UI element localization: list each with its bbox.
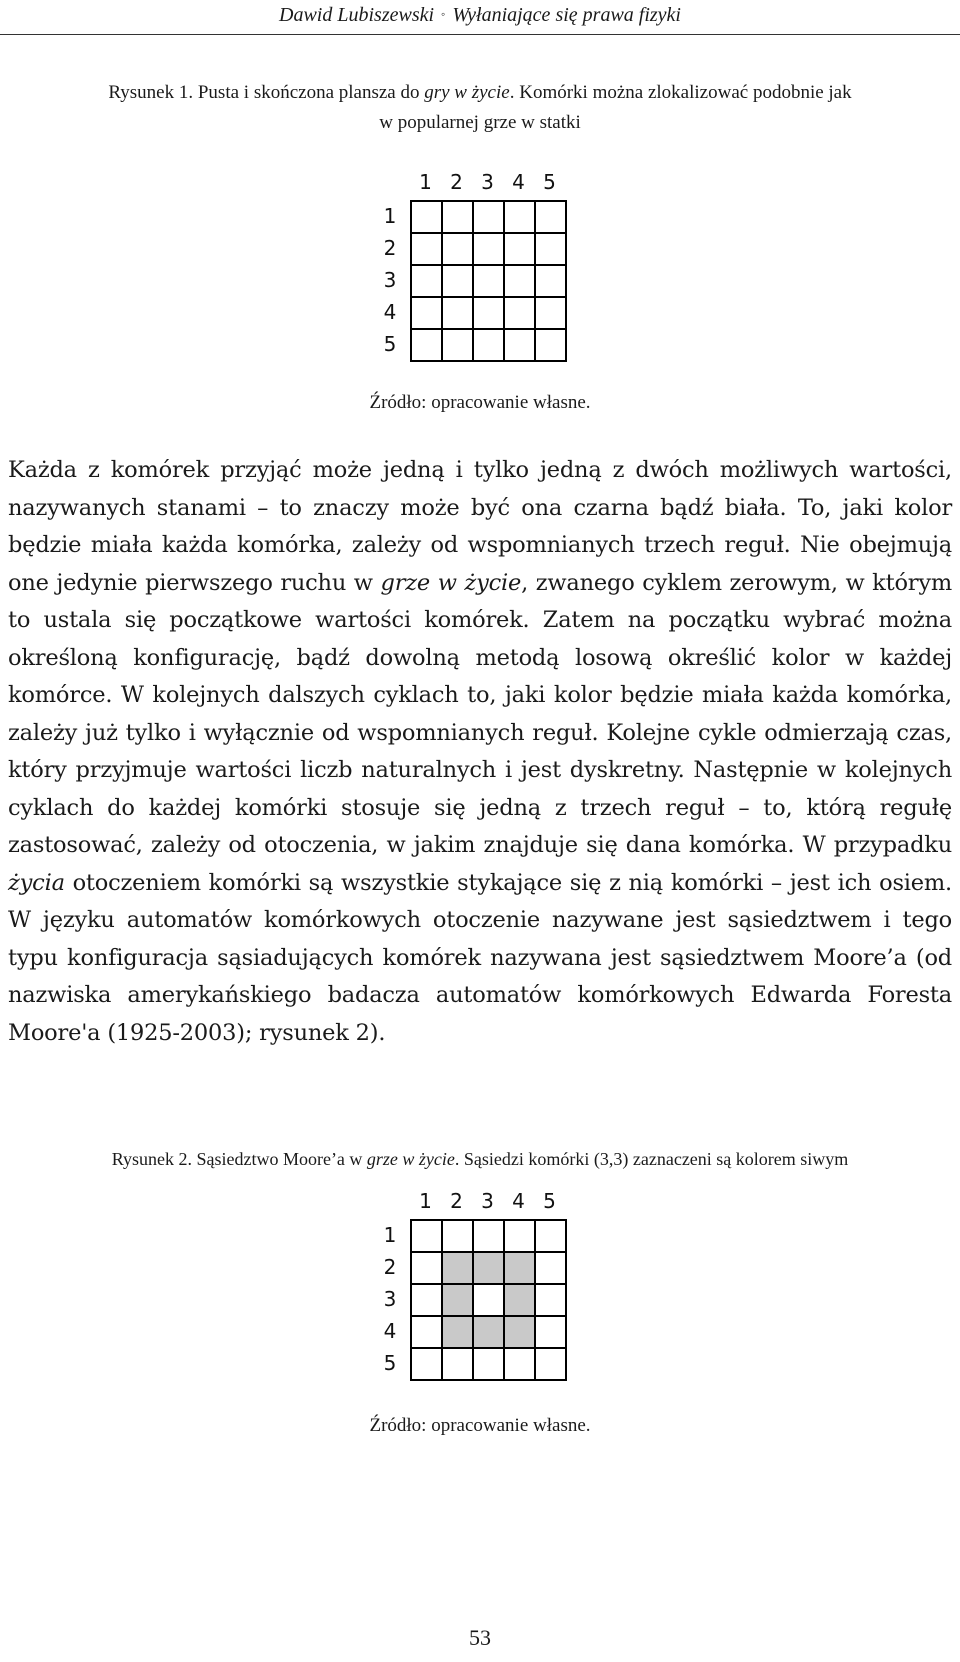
- figure1-caption-italic: gry w życie: [424, 82, 510, 103]
- figure1-caption-line2: w popularnej grze w statki: [379, 112, 581, 133]
- row-label: 1: [383, 204, 397, 228]
- board-cell: [412, 202, 443, 234]
- row-label: 3: [383, 268, 397, 292]
- figure1-caption: [0, 78, 960, 138]
- row-label: 1: [383, 1223, 397, 1247]
- body-italic: życia: [8, 869, 65, 896]
- column-label: 3: [481, 170, 494, 194]
- board-cell: [536, 298, 567, 330]
- board-cell: [505, 1317, 536, 1349]
- board-cell: [505, 298, 536, 330]
- header-rule: [0, 34, 960, 35]
- figure2-source: Źródło: opracowanie własne.: [369, 1415, 591, 1436]
- board-cell: [505, 330, 536, 362]
- board-cell: [505, 1221, 536, 1253]
- board-cell: [536, 1349, 567, 1381]
- board-cell: [536, 266, 567, 298]
- body-italic: grze w życie: [380, 569, 522, 596]
- column-labels: [410, 170, 565, 194]
- header-title: Wyłaniające się prawa fizyki: [452, 4, 681, 26]
- board-cell: [443, 1349, 474, 1381]
- board-cell: [536, 330, 567, 362]
- column-label: 2: [450, 1189, 463, 1213]
- figure1-caption-suffix: . Komórki można zlokalizować podobnie jak: [509, 82, 852, 103]
- column-labels: [410, 1189, 565, 1213]
- board-cell: [443, 330, 474, 362]
- header-author: Dawid Lubiszewski: [279, 4, 435, 26]
- board-cell: [474, 266, 505, 298]
- board-cell: [443, 234, 474, 266]
- board-cell: [505, 1285, 536, 1317]
- board-cell: [474, 1349, 505, 1381]
- board-cell: [412, 234, 443, 266]
- column-label: 3: [481, 1189, 494, 1213]
- board-cell: [474, 298, 505, 330]
- column-label: 5: [543, 1189, 556, 1213]
- figure2-caption-suffix: . Sąsiedzi komórki (3,3) zaznaczeni są kolorem siwym: [454, 1149, 849, 1169]
- column-label: 2: [450, 170, 463, 194]
- board-cell: [474, 1285, 505, 1317]
- board-grid: [410, 1219, 567, 1381]
- board-cell: [443, 1253, 474, 1285]
- body-paragraph: [8, 452, 952, 1052]
- board-cell: [474, 234, 505, 266]
- board-cell: [474, 330, 505, 362]
- board-cell: [412, 1253, 443, 1285]
- body-text-part: otoczeniem komórki są wszystkie stykające się z nią komórki – jest ich osiem. W języku automatów komórkowych otoczenie nazywane jest sąsiedztwem i tego typu konfiguracja sąsiadujących komórek nazywana jest sąsiedztwem Moore’a (od nazwiska amerykańskiego badacza automatów komórkowych Edwarda Foresta Moore'a (1925-2003); rysunek 2).: [8, 869, 952, 1046]
- board-cell: [536, 1317, 567, 1349]
- board-wrap: [374, 170, 594, 370]
- board-cell: [474, 202, 505, 234]
- board-cell: [474, 1253, 505, 1285]
- figure1-caption-prefix: Rysunek 1. Pusta i skończona plansza do: [108, 82, 425, 103]
- figure2-caption-italic: grze w życie: [366, 1149, 455, 1169]
- board-cell: [536, 1221, 567, 1253]
- row-labels: [380, 200, 400, 360]
- board-cell: [536, 1285, 567, 1317]
- board-cell: [505, 1253, 536, 1285]
- board-cell: [443, 1317, 474, 1349]
- board-cell: [412, 1285, 443, 1317]
- page-number: 53: [469, 1625, 491, 1650]
- column-label: 4: [512, 170, 525, 194]
- board-cell: [505, 234, 536, 266]
- board-cell: [505, 202, 536, 234]
- board-cell: [412, 1317, 443, 1349]
- row-label: 5: [383, 1351, 397, 1375]
- running-header: [0, 0, 960, 30]
- board-cell: [505, 1349, 536, 1381]
- board-cell: [412, 266, 443, 298]
- board-cell: [443, 202, 474, 234]
- board-cell: [443, 298, 474, 330]
- board-cell: [443, 266, 474, 298]
- figure2-board: [374, 1189, 594, 1389]
- board-cell: [443, 1285, 474, 1317]
- figure1-source: Źródło: opracowanie własne.: [369, 392, 591, 413]
- board-cell: [412, 298, 443, 330]
- body-text-part: , zwanego cyklem zerowym, w którym to ustala się początkowe wartości komórek. Zatem na początku wybrać można określoną konfigurację, bądź dowolną metodą losową określić kolor w każdej komórce. W kolejnych dalszych cyklach to, jaki kolor będzie miała każda komórka, zależy już tylko i wyłącznie od wspomnianych reguł. Kolejne cykle odmierzają czas, który przyjmuje wartości liczb naturalnych i jest dyskretny. Następnie w kolejnych cyklach do każdej komórki stosuje się jedną z trzech reguł – to, którą regułę zastosować, zależy od otoczenia, w jakim znajduje się dana komórka. W przypadku: [8, 569, 952, 858]
- figure2-caption: [0, 1144, 960, 1174]
- board-cell: [536, 1253, 567, 1285]
- board-cell: [412, 1349, 443, 1381]
- board-cell: [536, 202, 567, 234]
- board-cell: [536, 234, 567, 266]
- figure1-board: [374, 170, 594, 370]
- row-labels: [380, 1219, 400, 1379]
- column-label: 1: [419, 1189, 432, 1213]
- row-label: 4: [383, 300, 397, 324]
- board-grid: [410, 200, 567, 362]
- body-text-part: Każda z komórek przyjąć może jedną i tylko jedną z dwóch możliwych wartości, nazywanych stanami – to znaczy może być ona czarna bądź biała. To, jaki kolor będzie miała każda komórka, zależy od wspomnianych trzech reguł. Nie obejmują one jedynie pierwszego ruchu w: [8, 457, 952, 596]
- board-cell: [505, 266, 536, 298]
- board-cell: [474, 1221, 505, 1253]
- row-label: 2: [383, 236, 397, 260]
- row-label: 3: [383, 1287, 397, 1311]
- figure2-caption-prefix: Rysunek 2. Sąsiedztwo Moore’a w: [111, 1149, 367, 1169]
- column-label: 4: [512, 1189, 525, 1213]
- board-wrap: [374, 1189, 594, 1389]
- header-separator: ◦: [441, 7, 446, 21]
- row-label: 2: [383, 1255, 397, 1279]
- board-cell: [474, 1317, 505, 1349]
- column-label: 5: [543, 170, 556, 194]
- board-cell: [443, 1221, 474, 1253]
- column-label: 1: [419, 170, 432, 194]
- row-label: 4: [383, 1319, 397, 1343]
- board-cell: [412, 1221, 443, 1253]
- board-cell: [412, 330, 443, 362]
- row-label: 5: [383, 332, 397, 356]
